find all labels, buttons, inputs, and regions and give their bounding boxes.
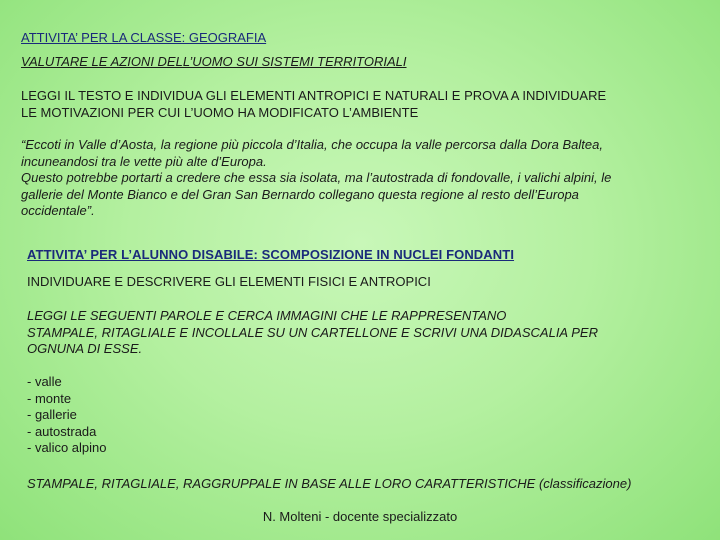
disabled-student-activity-heading: ATTIVITA’ PER L’ALUNNO DISABILE: SCOMPOSIZIONE IN NUCLEI FONDANTI bbox=[27, 247, 515, 262]
word-item-monte: - monte bbox=[27, 391, 107, 408]
class-activity-subheading: VALUTARE LE AZIONI DELL’UOMO SUI SISTEMI TERRITORIALI bbox=[21, 54, 407, 69]
instruction-line: OGNUNA DI ESSE. bbox=[27, 341, 143, 356]
disabled-student-activity-subheading: INDIVIDUARE E DESCRIVERE GLI ELEMENTI FISICI E ANTROPICI bbox=[27, 274, 431, 289]
class-activity-heading: ATTIVITA’ PER LA CLASSE: GEOGRAFIA bbox=[21, 30, 267, 45]
aosta-quote bbox=[21, 137, 611, 220]
word-item-valle: - valle bbox=[27, 374, 107, 391]
instruction-line: STAMPALE, RITAGLIALE E INCOLLALE SU UN CARTELLONE E SCRIVI UNA DIDASCALIA PER bbox=[27, 324, 598, 340]
word-list bbox=[27, 374, 107, 457]
author-credit: N. Molteni - docente specializzato bbox=[262, 509, 458, 524]
quote-line: “Eccoti in Valle d’Aosta, la regione più piccola d’Italia, che occupa la valle percorsa dalla Dora Baltea, bbox=[21, 137, 603, 152]
final-instruction: STAMPALE, RITAGLIALE, RAGGRUPPALE IN BASE ALLE LORO CARATTERISTICHE (classificazione) bbox=[27, 476, 632, 491]
word-item-gallerie: - gallerie bbox=[27, 407, 107, 424]
instruction-line: LEGGI IL TESTO E INDIVIDUA GLI ELEMENTI ANTROPICI E NATURALI E PROVA A INDIVIDUARE bbox=[21, 88, 607, 103]
word-item-autostrada: - autostrada bbox=[27, 424, 107, 441]
quote-line: occidentale”. bbox=[21, 203, 95, 218]
instruction-line: LE MOTIVAZIONI PER CUI L’UOMO HA MODIFICATO L’AMBIENTE bbox=[21, 104, 419, 120]
quote-line: Questo potrebbe portarti a credere che essa sia isolata, ma l’autostrada di fondovalle, i valichi alpini, le bbox=[21, 170, 612, 185]
quote-line: incuneandosi tra le vette più alte d’Europa. bbox=[21, 153, 267, 169]
quote-line: gallerie del Monte Bianco e del Gran San Bernardo collegano questa regione al resto dell’Europa bbox=[21, 186, 579, 202]
disabled-student-instructions bbox=[27, 308, 598, 358]
instruction-line: LEGGI LE SEGUENTI PAROLE E CERCA IMMAGINI CHE LE RAPPRESENTANO bbox=[27, 308, 507, 323]
word-item-valico-alpino: - valico alpino bbox=[27, 440, 107, 457]
class-activity-instructions bbox=[21, 88, 606, 121]
